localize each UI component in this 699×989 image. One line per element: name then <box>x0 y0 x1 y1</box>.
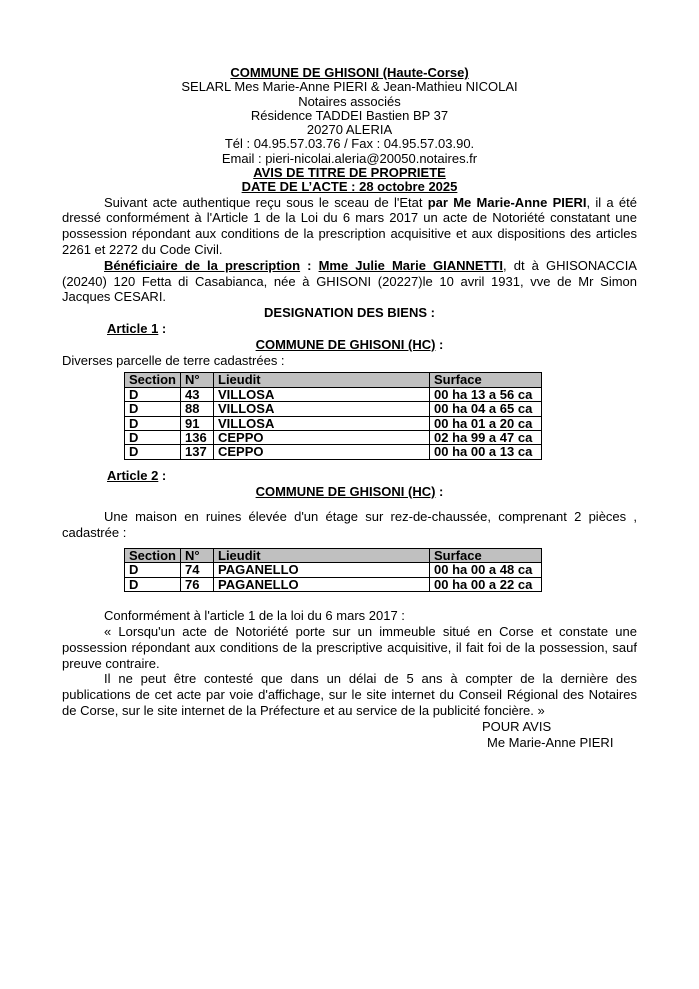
legal-quote-1: « Lorsqu'un acte de Notoriété porte sur un immeuble situé en Corse et constate une possession répondant aux conditions de la prescriptive acquisitive, il fait foi de la possession, sauf preuve contraire. <box>62 624 637 671</box>
tel-fax-line: Tél : 04.95.57.03.76 / Fax : 04.95.57.03.90. <box>224 136 475 152</box>
designation-title: DESIGNATION DES BIENS : <box>264 305 435 321</box>
table-row <box>125 445 542 459</box>
article1-label: Article 1 <box>107 321 159 337</box>
article1-commune-title: COMMUNE DE GHISONI (HC) <box>255 336 436 352</box>
cell-number: 74 <box>181 563 214 577</box>
cell-surface: 00 ha 00 a 22 ca <box>430 577 542 591</box>
cell-section: D <box>125 402 181 416</box>
article1-commune-colon: : <box>435 336 444 352</box>
cell-number: 91 <box>181 416 214 430</box>
column-header-section: Section <box>125 549 181 563</box>
selarl-line: SELARL Mes Marie-Anne PIERI & Jean-Mathieu NICOLAI <box>181 79 518 95</box>
legal-intro: Conformément à l'article 1 de la loi du 6 mars 2017 : <box>104 608 405 624</box>
intro-text-2: , il a été dressé conformément à l'Article 1 de la Loi du 6 mars 2017 un acte de Notoriété constatant une possession répondant aux conditions de la prescription acquisitive et aux dispositions des articles 2261 et 2272 du Code Civil. <box>62 194 637 258</box>
cell-surface: 00 ha 01 a 20 ca <box>430 416 542 430</box>
article2-label: Article 2 <box>107 467 159 483</box>
notaires-line: Notaires associés <box>298 93 401 109</box>
cell-surface: 02 ha 99 a 47 ca <box>430 431 542 445</box>
legal-section <box>62 608 637 719</box>
article2-description-line1: Une maison en ruines élevée d'un étage sur rez-de-chaussée, comprenant 2 pièces , <box>104 509 637 525</box>
cell-lieudit: PAGANELLO <box>214 563 430 577</box>
cell-lieudit: CEPPO <box>214 445 430 459</box>
cell-lieudit: VILLOSA <box>214 402 430 416</box>
table-header-row <box>125 549 542 563</box>
email-line: Email : pieri-nicolai.aleria@20050.notaires.fr <box>221 150 478 166</box>
article2-description <box>62 509 637 541</box>
column-header-number: N° <box>181 373 214 387</box>
commune-title: COMMUNE DE GHISONI (Haute-Corse) <box>230 65 469 80</box>
table-row <box>125 402 542 416</box>
beneficiary-details: , dt à GHISONACCIA (20240) 120 Fetta di Casabianca, née à GHISONI (20227)le 10 avril 1931, vve de Mr Simon Jacques CESARI. <box>62 257 637 305</box>
cell-number: 76 <box>181 577 214 591</box>
cell-section: D <box>125 416 181 430</box>
article2-commune-colon: : <box>435 483 444 499</box>
letterhead <box>62 66 637 195</box>
cell-section: D <box>125 387 181 401</box>
article2-description-line2: cadastrée : <box>62 525 127 541</box>
cell-number: 136 <box>181 431 214 445</box>
column-header-section: Section <box>125 373 181 387</box>
signature-block <box>482 719 637 751</box>
cell-number: 43 <box>181 387 214 401</box>
cell-lieudit: VILLOSA <box>214 387 430 401</box>
article2-commune-heading <box>62 484 637 500</box>
cell-lieudit: VILLOSA <box>214 416 430 430</box>
parcels-table-article1 <box>124 372 542 459</box>
cell-section: D <box>125 563 181 577</box>
column-header-number: N° <box>181 549 214 563</box>
beneficiary-name: Mme Julie Marie GIANNETTI <box>318 257 504 273</box>
table-row <box>125 563 542 577</box>
avis-title: AVIS DE TITRE DE PROPRIETE <box>253 165 446 181</box>
intro-paragraph <box>62 195 637 258</box>
beneficiary-label: Bénéficiaire de la prescription <box>104 257 301 273</box>
cell-surface: 00 ha 13 a 56 ca <box>430 387 542 401</box>
article2-commune-title: COMMUNE DE GHISONI (HC) <box>255 483 436 499</box>
table-header-row <box>125 373 542 387</box>
article1-description: Diverses parcelle de terre cadastrées : <box>62 352 285 368</box>
city-line: 20270 ALERIA <box>306 122 393 138</box>
column-header-lieudit: Lieudit <box>214 373 430 387</box>
notary-name-bold: par Me Marie-Anne PIERI <box>427 194 587 210</box>
table-row <box>125 387 542 401</box>
column-header-surface: Surface <box>430 549 542 563</box>
cell-number: 137 <box>181 445 214 459</box>
column-header-lieudit: Lieudit <box>214 549 430 563</box>
cell-section: D <box>125 431 181 445</box>
column-header-surface: Surface <box>430 373 542 387</box>
cell-section: D <box>125 445 181 459</box>
pour-avis-label: POUR AVIS <box>482 718 552 734</box>
cell-surface: 00 ha 00 a 13 ca <box>430 445 542 459</box>
cell-lieudit: CEPPO <box>214 431 430 445</box>
article2-heading <box>107 468 637 484</box>
article2-colon: : <box>158 467 167 483</box>
beneficiary-paragraph <box>62 258 637 305</box>
beneficiary-separator: : <box>300 257 319 273</box>
date-acte-title: DATE DE L’ACTE : 28 octobre 2025 <box>241 179 458 195</box>
article1-colon: : <box>158 321 167 337</box>
table-row <box>125 431 542 445</box>
intro-text-1: Suivant acte authentique reçu sous le sceau de l'Etat <box>104 194 428 210</box>
article1-commune-heading <box>62 337 637 353</box>
table-row <box>125 577 542 591</box>
cell-surface: 00 ha 04 a 65 ca <box>430 402 542 416</box>
cell-surface: 00 ha 00 a 48 ca <box>430 563 542 577</box>
cell-number: 88 <box>181 402 214 416</box>
table-row <box>125 416 542 430</box>
legal-quote-2: Il ne peut être contesté que dans un délai de 5 ans à compter de la dernière des publications de cet acte par voie d'affichage, sur le site internet du Conseil Régional des Notaires de Corse, sur le site internet de la Préfecture et au service de la publicité foncière. » <box>62 671 637 719</box>
parcels-table-article2 <box>124 548 542 592</box>
article1-heading <box>107 321 637 337</box>
signatory-name: Me Marie-Anne PIERI <box>487 734 614 750</box>
cell-lieudit: PAGANELLO <box>214 577 430 591</box>
cell-section: D <box>125 577 181 591</box>
residence-line: Résidence TADDEI Bastien BP 37 <box>250 107 449 123</box>
